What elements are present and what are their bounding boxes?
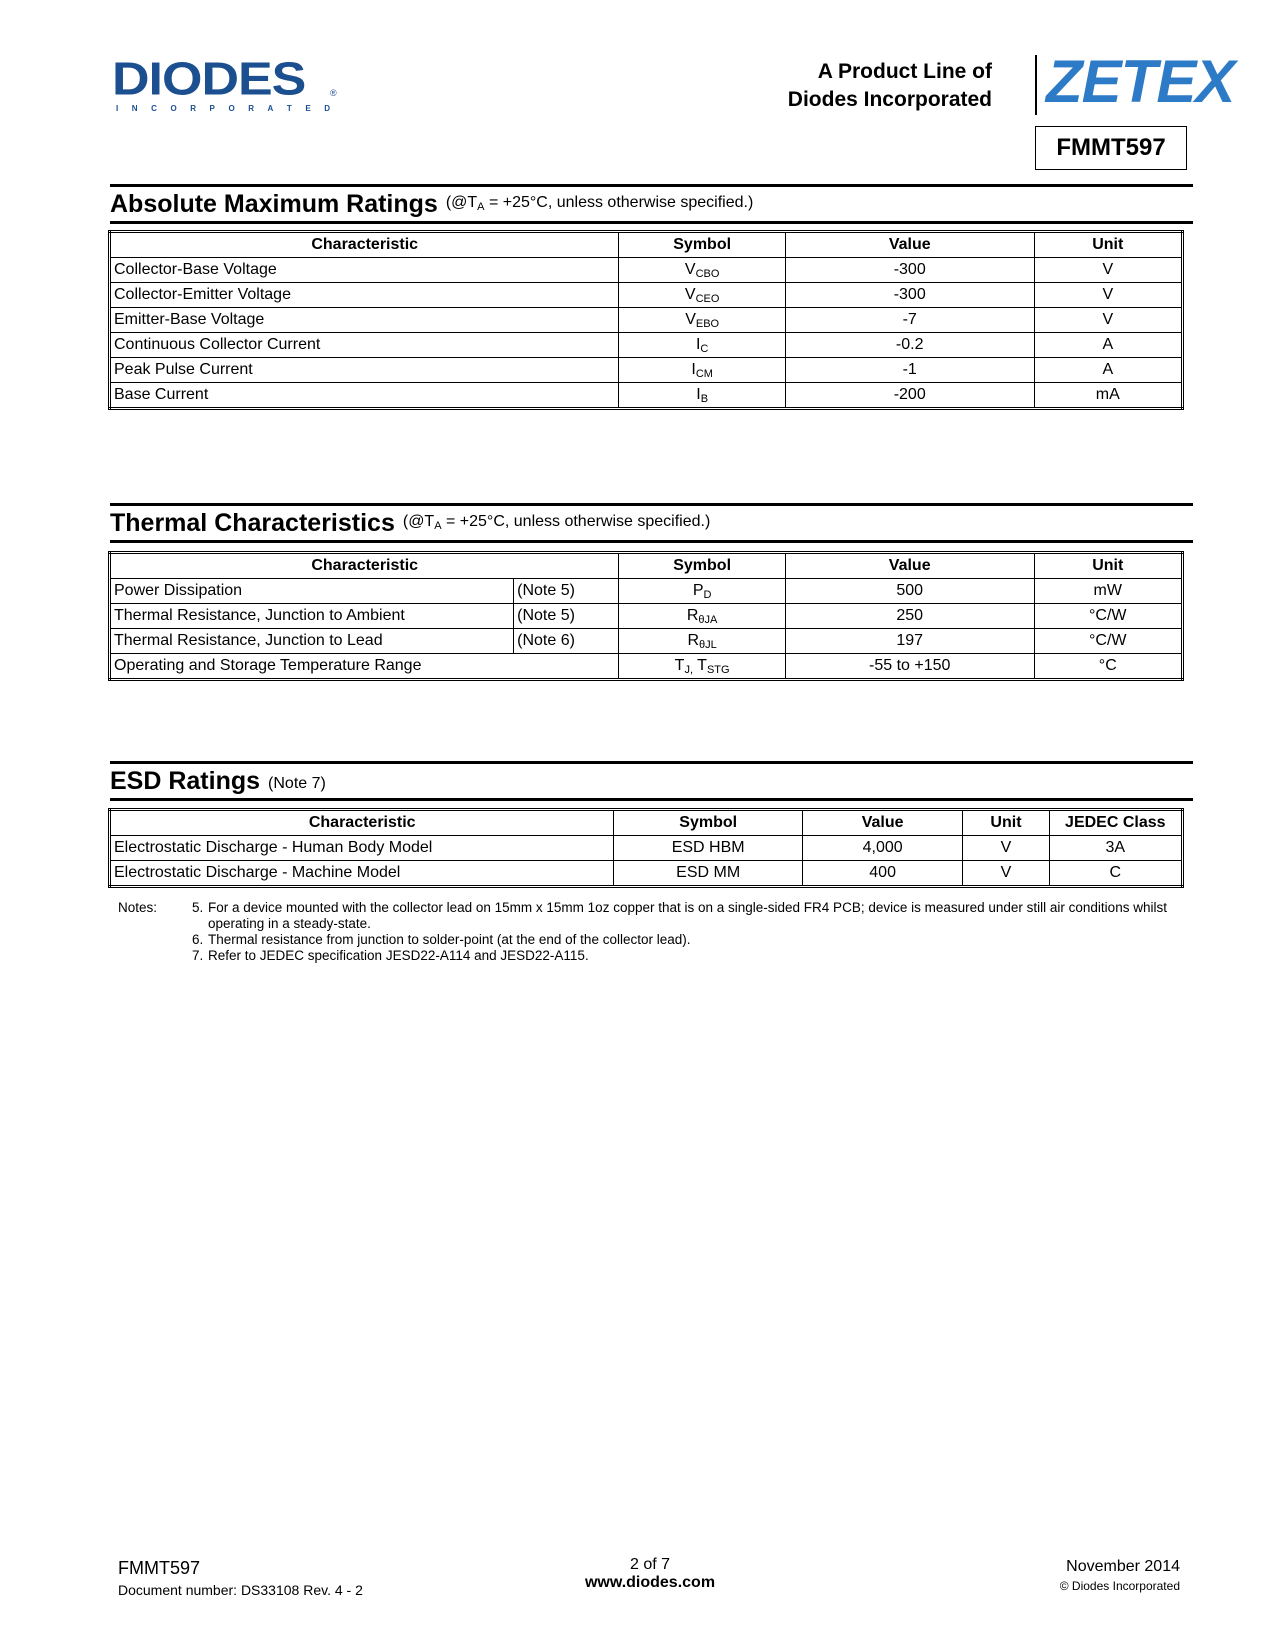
part-number-box: FMMT597 [1035, 126, 1187, 170]
logo-letter: E [305, 104, 311, 113]
note-cell: (Note 6) [514, 629, 619, 654]
abs-max-condition: ($@T_A = +25^\circ C$, unless otherwise specified.) [445, 194, 754, 213]
note-item [192, 900, 1192, 932]
characteristic-cell: Operating and Storage Temperature Range [110, 654, 619, 680]
column-header: Symbol [614, 810, 803, 836]
value-cell: 400 [802, 861, 962, 887]
note-text: For a device mounted with the collector lead on 15mm x 15mm 1oz copper that is on a single-sided FR4 PCB; device is measured under still air conditions whilst operating in a steady-state. [208, 900, 1167, 931]
diodes-logo-sub [116, 104, 330, 113]
table-row [110, 836, 1183, 861]
column-header: Value [785, 553, 1034, 579]
unit-cell: V [1034, 308, 1182, 333]
abs-max-title: Absolute Maximum Ratings [110, 190, 438, 218]
thermal-title: Thermal Characteristics [110, 509, 395, 537]
esd-table [108, 808, 1184, 888]
symbol-cell: $I_B$ [619, 383, 785, 409]
value-cell: -300 [785, 283, 1034, 308]
logo-letter: C [151, 104, 157, 113]
value-cell: -200 [785, 383, 1034, 409]
value-cell: -1 [785, 358, 1034, 383]
logo-letter: I [116, 104, 119, 113]
symbol-cell: $V_{EBO}$ [619, 308, 785, 333]
note-item [192, 932, 1192, 948]
footer-page: 2 of 7 [629, 1556, 671, 1573]
table-row [110, 333, 1183, 358]
thermal-section-header [110, 503, 1193, 543]
column-header: Unit [1034, 553, 1182, 579]
table-row [110, 629, 1183, 654]
jedec-class-cell: 3A [1049, 836, 1182, 861]
characteristic-cell: Continuous Collector Current [110, 333, 619, 358]
value-cell: 197 [785, 629, 1034, 654]
table-row [110, 654, 1183, 680]
table-row [110, 861, 1183, 887]
symbol-cell: ESD HBM [614, 836, 803, 861]
footer-part: FMMT597 [118, 1558, 201, 1578]
characteristic-cell: Emitter-Base Voltage [110, 308, 619, 333]
note-cell: (Note 5) [514, 579, 619, 604]
note-number: 5. [192, 900, 204, 915]
unit-cell: A [1034, 358, 1182, 383]
footer-right [1060, 1558, 1180, 1593]
unit-cell: mW [1034, 579, 1182, 604]
unit-cell: V [963, 836, 1049, 861]
value-cell: 250 [785, 604, 1034, 629]
column-header: Symbol [619, 553, 785, 579]
table-row [110, 283, 1183, 308]
value-cell: -300 [785, 258, 1034, 283]
esd-section-header [110, 761, 1193, 801]
symbol-cell: $R_{\theta JA}$ [619, 604, 785, 629]
unit-cell: V [1034, 258, 1182, 283]
value-cell: -7 [785, 308, 1034, 333]
unit-cell: °C/W [1034, 629, 1182, 654]
column-header: Value [785, 232, 1034, 258]
note-text: Refer to JEDEC specification JESD22-A114 and JESD22-A115. [208, 948, 589, 963]
column-header: Value [802, 810, 962, 836]
characteristic-cell: Electrostatic Discharge - Human Body Model [110, 836, 614, 861]
symbol-cell: $P_D$ [619, 579, 785, 604]
product-line-text: A Product Line of Diodes Incorporated [787, 60, 992, 111]
esd-title: ESD Ratings [110, 767, 261, 795]
unit-cell: A [1034, 333, 1182, 358]
symbol-cell: $I_C$ [619, 333, 785, 358]
symbol-cell: $V_{CEO}$ [619, 283, 785, 308]
logo-letter: R [248, 104, 254, 113]
footer-copyright: © Diodes Incorporated [1059, 1579, 1180, 1593]
symbol-cell: $I_{CM}$ [619, 358, 785, 383]
logo-letter: D [324, 104, 330, 113]
value-cell: -55 to +150 [785, 654, 1034, 680]
column-header: JEDEC Class [1049, 810, 1182, 836]
characteristic-cell: Base Current [110, 383, 619, 409]
abs-max-section-header [110, 184, 1193, 224]
logo-letter: P [209, 104, 215, 113]
logo-letter: T [286, 104, 292, 113]
zetex-logo: ZETEX [1046, 48, 1235, 115]
characteristic-cell: Collector-Base Voltage [110, 258, 619, 283]
unit-cell: V [1034, 283, 1182, 308]
footer-date: November 2014 [1066, 1558, 1180, 1575]
note-number: 7. [192, 948, 204, 963]
footer-doc-number: Document number: DS33108 Rev. 4 - 2 [118, 1582, 363, 1598]
symbol-cell: $V_{CBO}$ [619, 258, 785, 283]
logo-letter: O [228, 104, 235, 113]
column-header: Characteristic [110, 810, 614, 836]
value-cell: 500 [785, 579, 1034, 604]
value-cell: 4,000 [802, 836, 962, 861]
column-header: Symbol [619, 232, 785, 258]
abs-max-table [108, 230, 1184, 410]
note-text: Thermal resistance from junction to solder-point (at the end of the collector lead). [208, 932, 691, 947]
symbol-cell: $R_{\theta JL}$ [619, 629, 785, 654]
characteristic-cell: Thermal Resistance, Junction to Ambient [110, 604, 514, 629]
esd-note: (Note 7) [268, 775, 326, 792]
symbol-cell: ESD MM [614, 861, 803, 887]
logo-letter: A [267, 104, 274, 113]
unit-cell: V [963, 861, 1049, 887]
logo-letter: N [131, 104, 138, 113]
table-row [110, 308, 1183, 333]
characteristic-cell: Power Dissipation [110, 579, 514, 604]
notes-label: Notes: [118, 900, 158, 915]
unit-cell: °C [1034, 654, 1182, 680]
unit-cell: °C/W [1034, 604, 1182, 629]
logo-letter: O [170, 104, 177, 113]
diodes-logo-text: DIODES [112, 53, 306, 106]
column-header: Characteristic [110, 232, 619, 258]
table-row [110, 604, 1183, 629]
table-row [110, 383, 1183, 409]
table-row [110, 258, 1183, 283]
note-item [192, 948, 1192, 964]
thermal-table [108, 551, 1184, 681]
table-row [110, 358, 1183, 383]
jedec-class-cell: C [1049, 861, 1182, 887]
characteristic-cell: Collector-Emitter Voltage [110, 283, 619, 308]
characteristic-cell: Peak Pulse Current [110, 358, 619, 383]
symbol-cell: $T_{J,}$ $T_{STG}$ [619, 654, 785, 680]
column-header: Unit [1034, 232, 1182, 258]
header-divider [1035, 55, 1037, 115]
unit-cell: mA [1034, 383, 1182, 409]
logo-letter: R [190, 104, 196, 113]
characteristic-cell: Electrostatic Discharge - Machine Model [110, 861, 614, 887]
column-header: Unit [963, 810, 1049, 836]
table-row [110, 579, 1183, 604]
note-cell: (Note 5) [514, 604, 619, 629]
diodes-logo: DIODES ® I N C O R P O R A T E D [112, 53, 337, 113]
characteristic-cell: Thermal Resistance, Junction to Lead [110, 629, 514, 654]
note-number: 6. [192, 932, 204, 947]
footer-website[interactable]: www.diodes.com [584, 1574, 716, 1591]
value-cell: -0.2 [785, 333, 1034, 358]
thermal-condition: ($@T_A = +25^\circ C$, unless otherwise specified.) [402, 513, 711, 532]
column-header: Characteristic [110, 553, 619, 579]
